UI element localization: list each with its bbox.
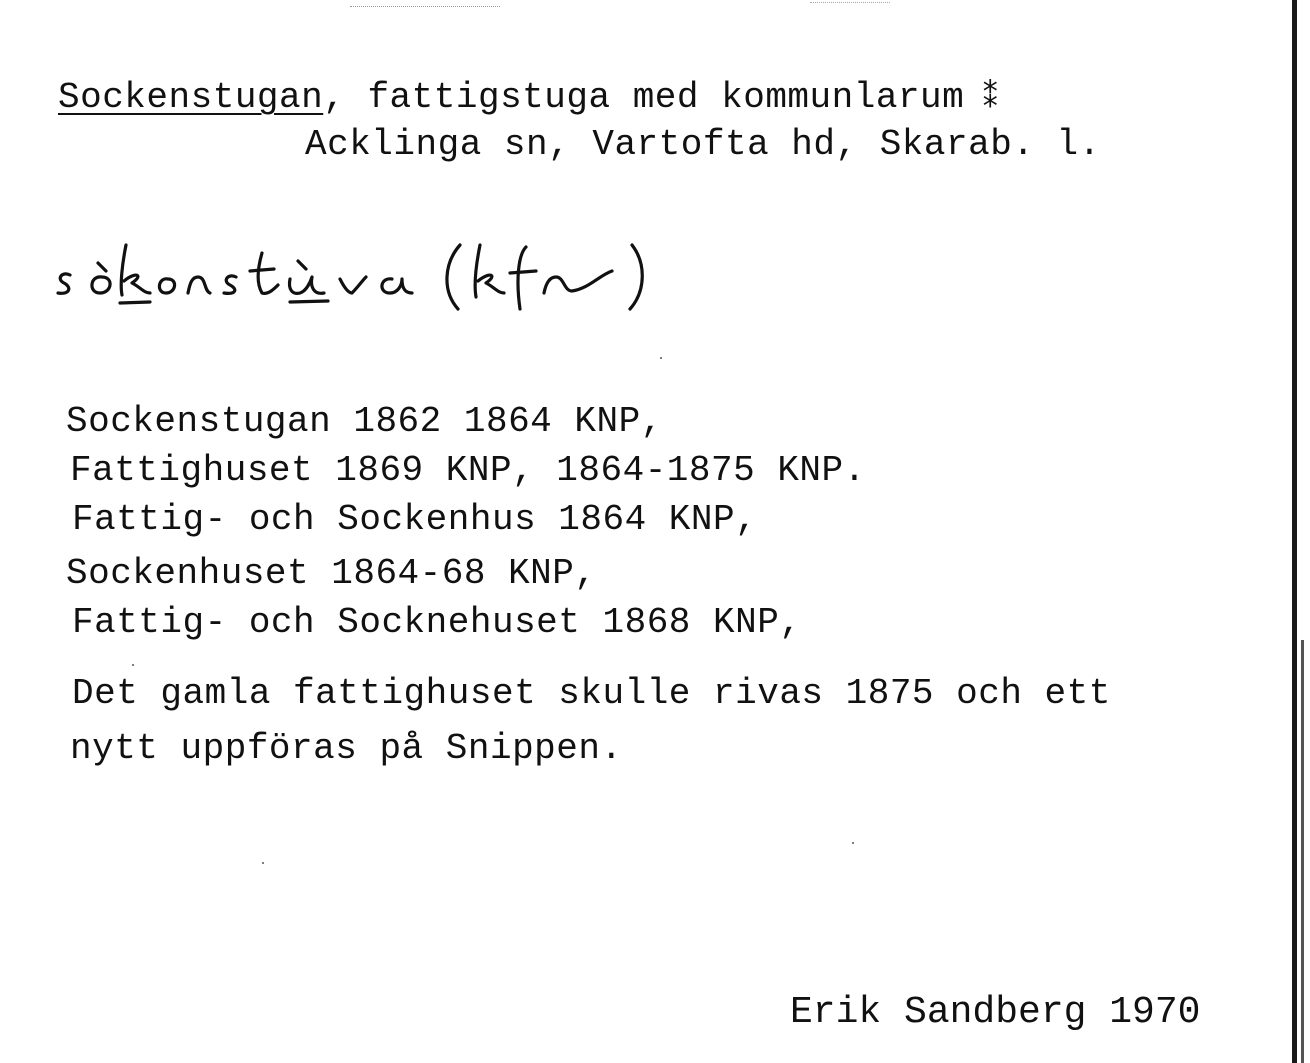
record-line: Fattighuset 1869 KNP, 1864-1875 KNP.	[70, 450, 866, 491]
record-line: Sockenstugan 1862 1864 KNP,	[66, 401, 663, 442]
scan-speck	[132, 664, 134, 666]
record-line: Sockenhuset 1864-68 KNP,	[66, 553, 597, 594]
record-line: Fattig- och Socknehuset 1868 KNP,	[72, 602, 802, 643]
scan-speck	[262, 862, 264, 864]
note-line: nytt uppföras på Snippen.	[70, 728, 623, 769]
scan-specks	[350, 6, 500, 9]
scan-speck	[852, 842, 854, 844]
signature: Erik Sandberg 1970	[790, 991, 1201, 1034]
note-line: Det gamla fattighuset skulle rivas 1875 och ett	[72, 673, 1111, 714]
place-name: Sockenstugan	[58, 77, 324, 118]
place-location: Acklinga sn, Vartofta hd, Skarab. l.	[305, 124, 1101, 165]
record-line: Fattig- och Sockenhus 1864 KNP,	[72, 499, 758, 540]
scan-specks	[810, 2, 890, 5]
handwritten-dialect-form	[40, 205, 820, 325]
place-description: , fattigstuga med kommunlarum	[323, 77, 965, 118]
typed-mark: ⁑	[964, 83, 999, 117]
card-heading	[58, 78, 998, 120]
card-edge-shadow	[1301, 640, 1304, 1063]
card-edge-shadow	[1292, 0, 1297, 1063]
scan-speck	[660, 357, 662, 359]
